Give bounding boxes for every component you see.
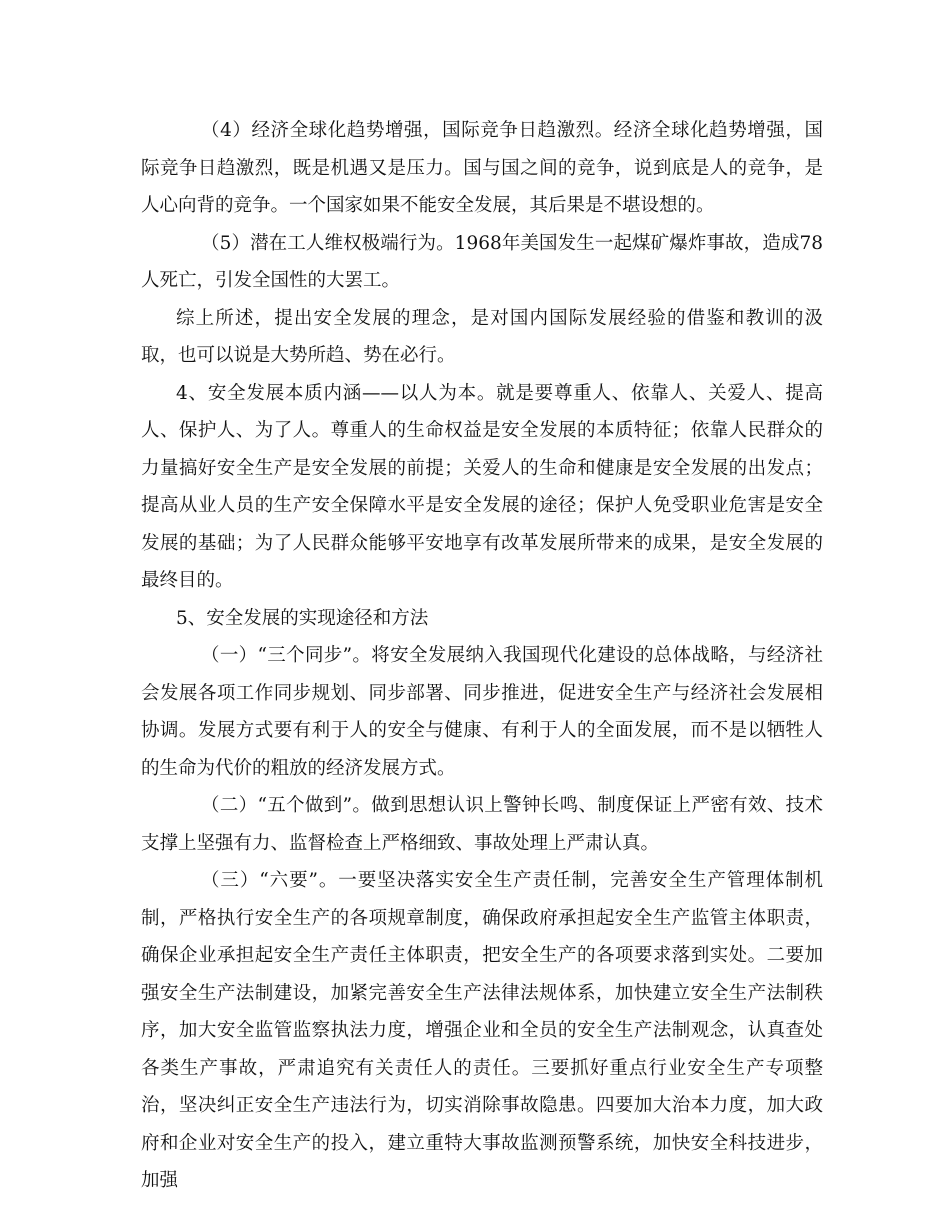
paragraph-six-requirements: （三）“六要”。一要坚决落实安全生产责任制，完善安全生产管理体制机制，严格执行安全生产的各项规章制度，确保政府承担起安全生产监管主体职责，确保企业承担起安全生产责任主体职责，把安全生产的各项要求落到实处。二要加强安全生产法制建设，加紧完善安全生产法律法规体系，加快建立安全生产法制秩序，加大安全监管监察执法力度，增强企业和全员的安全生产法制观念，认真查处各类生产事故，严肃追究有关责任人的责任。三要抓好重点行业安全生产专项整治，坚决纠正安全生产违法行为，切实消除事故隐患。四要加大治本力度，加大政府和企业对安全生产的投入，建立重特大事故监测预警系统，加快安全科技进步，加强: [141, 870, 823, 1191]
paragraph-economic-globalization: （4）经济全球化趋势增强，国际竞争日趋激烈。经济全球化趋势增强，国际竞争日趋激烈，既是机遇又是压力。国与国之间的竞争，说到底是人的竞争，是人心向背的竞争。一个国家如果不能安全发展，其后果是不堪设想的。: [141, 120, 823, 216]
section-heading-methods: 5、安全发展的实现途径和方法: [176, 607, 429, 629]
document-body: [141, 112, 823, 1200]
paragraph-three-synchronizations: （一）“三个同步”。将安全发展纳入我国现代化建设的总体战略，与经济社会发展各项工作同步规划、同步部署、同步推进，促进安全生产与经济社会发展相协调。发展方式要有利于人的安全与健康、有利于人的全面发展，而不是以牺牲人的生命为代价的粗放的经济发展方式。: [141, 645, 823, 779]
paragraph-people-oriented: 4、安全发展本质内涵——以人为本。就是要尊重人、依靠人、关爱人、提高人、保护人、为了人。尊重人的生命权益是安全发展的本质特征；依靠人民群众的力量搞好安全生产是安全发展的前提；关爱人的生命和健康是安全发展的出发点；提高从业人员的生产安全保障水平是安全发展的途径；保护人免受职业危害是安全发展的基础；为了人民群众能够平安地享有改革发展所带来的成果，是安全发展的最终目的。: [141, 382, 823, 591]
paragraph-summary: 综上所述，提出安全发展的理念，是对国内国际发展经验的借鉴和教训的汲取，也可以说是大势所趋、势在必行。: [141, 307, 823, 366]
paragraph-five-achievements: （二）“五个做到”。做到思想认识上警钟长鸣、制度保证上严密有效、技术支撑上坚强有力、监督检查上严格细致、事故处理上严肃认真。: [141, 795, 823, 854]
paragraph-worker-rights: （5）潜在工人维权极端行为。1968年美国发生一起煤矿爆炸事故，造成78人死亡，引发全国性的大罢工。: [141, 232, 823, 291]
